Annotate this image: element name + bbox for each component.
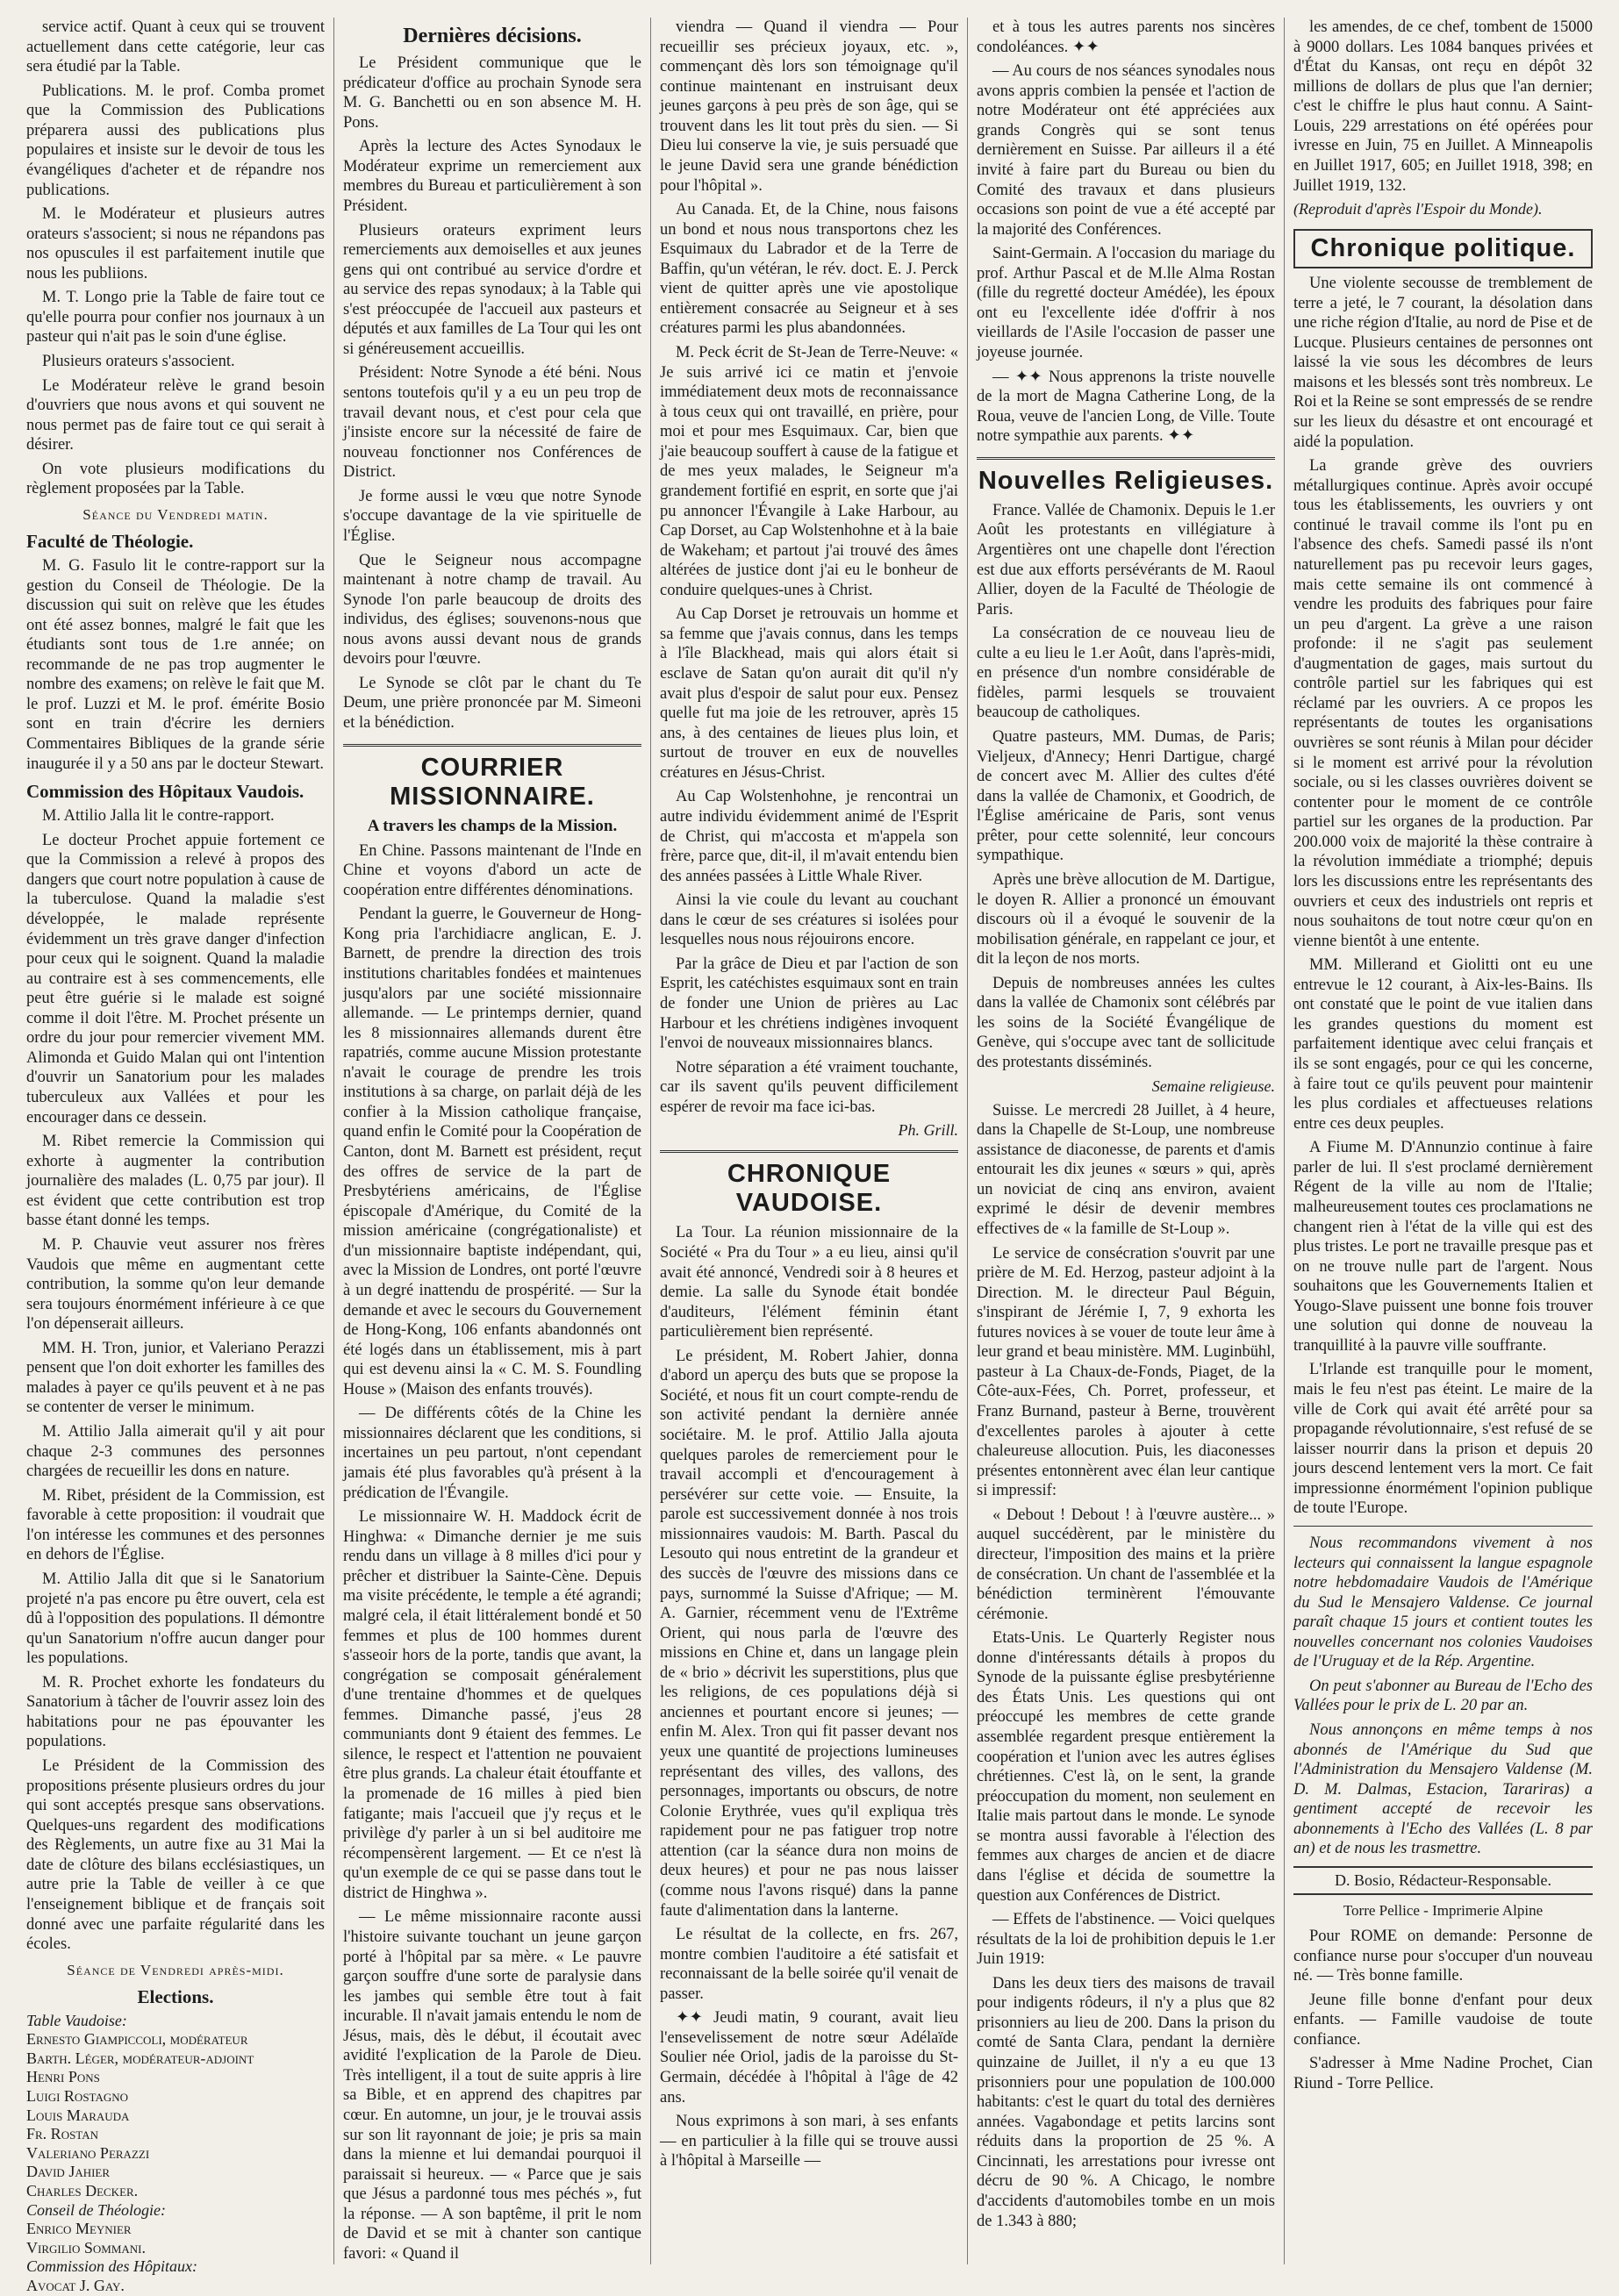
paragraph: « Debout ! Debout ! à l'œuvre austère... » auquel succédèrent, par le ministère du directeur, l'imposition des mains et la prière de consécration. Un chant de l'assemblée et la bénédiction terminèrent l'émouvante cérémonie.: [977, 1506, 1275, 1623]
paragraph: Que le Seigneur nous accompagne maintenant à notre champ de travail. Au Synode l'on parle beaucoup de droits des individus, des églises; souvenons-nous que nous avons aussi devant nous de grands devoirs pour l'œuvre.: [343, 551, 641, 669]
paragraph: Depuis de nombreuses années les cultes dans la vallée de Chamonix sont célébrés par les soins de la Société Évangélique de Genève, qui s'occupe avec tant de sollicitude des protestants disséminés.: [977, 974, 1275, 1071]
paragraph: Le missionnaire W. H. Maddock écrit de Hinghwa: « Dimanche dernier je me suis rendu dans un village à 8 milles d'ici pour y prêcher et distribuer la Sainte-Cène. Depuis ma visite précédente, le temple a été agrandi; malgré cela, il était littéralement bondé et 50 femmes et plus de 100 hommes durent s'asseoir hors de la porte, tandis que avant, la congrégation se composait généralement d'une trentaine d'hommes et de quelques femmes. Dimanche passé, j'eus 28 communiants dont 9 étaient des femmes. Le silence, le respect et l'attention ne pouvaient être plus grands. La chaleur était étouffante et la promenade de 16 milles à pied bien fatigante; mais l'accueil que j'y reçus et le privilège d'y parler à un si bel auditoire me récompensèrent largement. — Et ce n'est là qu'un exemple de ce qui se passe dans tout le district de Hinghwa ».: [343, 1508, 641, 1902]
paragraph: Nous recommandons vivement à nos lecteurs qui connaissent la langue espagnole notre hebdomadaire Vaudois de l'Amérique du Sud le Mensajero Valdense. Ce journal paraît chaque 15 jours et contient toutes les nouvelles concernant nos colonies Vaudoises de l'Uruguay et de la Rép. Argentine.: [1293, 1534, 1593, 1671]
paragraph: Publications. M. le prof. Comba promet que la Commission des Publications préparera aussi des publications plus populaires et insiste sur le devoir de tous les évangéliques d'acheter et de répandre nos publications.: [26, 82, 325, 199]
list-item: Barth. Léger, modérateur-adjoint: [26, 2049, 254, 2067]
classified-ad: Pour ROME on demande: Personne de confiance nurse pour s'occuper d'un nouveau né. — Très bonne famille.: [1293, 1927, 1593, 1985]
paragraph: M. Ribet remercie la Commission qui exhorte à augmenter la contribution journalière des malades (L. 0,75 par jour). Il est évident que cette contribution est trop basse étant donné les temps.: [26, 1133, 325, 1230]
paragraph: service actif. Quant à ceux qui se trouvent actuellement dans cette catégorie, leur cas sera étudié par la Table.: [26, 18, 325, 76]
paragraph: L'Irlande est tranquille pour le moment, mais le feu n'est pas éteint. Le maire de la ville de Cork qui avait été arrêté pour sa propagande révolutionnaire, s'est refusé de se laisser nourrir dans la prison et depuis 20 jours descend lentement vers la mort. Ce fait impressionne énormément l'opinion publique de toute l'Europe.: [1293, 1361, 1593, 1518]
paragraph: Suisse. Le mercredi 28 Juillet, à 4 heure, dans la Chapelle de St-Loup, une nombreuse assistance de diaconesse, de parents et d'amis entourait les dix jeunes « sœurs » qui, après un noviciat de cinq ans environ, avaient exprimé le désir de devenir membres effectives de « la famille de St-Loup ».: [977, 1101, 1275, 1238]
paragraph: Le Président communique que le prédicateur d'office au prochain Synode sera M. G. Banchetti ou en son absence M. H. Pons.: [343, 54, 641, 132]
paragraph: Plusieurs orateurs s'associent.: [42, 353, 235, 370]
paragraph: ✦✦ Jeudi matin, 9 courant, avait lieu l'ensevelissement de notre sœur Adélaïde Soulier née Oriol, jadis de la paroisse du St-Germain, décédée à l'hôpital à l'âge de 42 ans.: [660, 2009, 958, 2106]
paragraph: M. T. Longo prie la Table de faire tout ce qu'elle pourra pour confier nos journaux à un pasteur qui n'ait pas le soin d'une église.: [26, 289, 325, 347]
paragraph: Au Cap Dorset je retrouvais un homme et sa femme que j'avais connus, dans les temps à l'île Blackhead, mais qui alors était si esclave de Satan qu'on aurait dit qu'il n'y avait plus d'espoir de salut pour eux. Pensez quelle fut ma joie de les retrouver, après 15 ans, à des centaines de lieues plus loin, et surtout de trouver en eux de nouvelles créatures en Jésus-Christ.: [660, 605, 958, 782]
column-3: [651, 18, 968, 2264]
paragraph: La consécration de ce nouveau lieu de culte a eu lieu le 1.er Août, dans l'après-midi, en présence d'un nombre considérable de fidèles, parmi lesquels se trouvaient beaucoup de catholiques.: [977, 625, 1275, 722]
paragraph: — Effets de l'abstinence. — Voici quelques résultats de la loi de prohibition depuis le 1.er Juin 1919:: [977, 1911, 1275, 1969]
paragraph: M. Attilio Jalla lit le contre-rapport.: [42, 807, 275, 826]
divider: [1293, 1526, 1593, 1527]
signature: Semaine religieuse.: [1151, 1076, 1275, 1095]
paragraph: France. Vallée de Chamonix. Depuis le 1.er Août les protestants en villégiature à Argentières ont une chapelle dont l'érection est due aux efforts persévérants de M. Raoul Allier, doyen de la Faculté de Théologie de Paris.: [977, 501, 1275, 619]
editor-line: D. Bosio, Rédacteur-Responsable.: [1293, 1866, 1593, 1895]
col1-intro: [26, 18, 325, 499]
paragraph: A Fiume M. D'Annunzio continue à faire parler de lui. Il s'est proclamé dernièrement Régent de la ville au nom de l'Italie; malheureusement toutes ces proclamations ne changent rien à l'état de la ville qui est des plus tristes. Le port ne travaille presque pas et on ne trouve nulle part de l'argent. Nous souhaitons que les Gouvernements Italien et Yougo-Slave puissent une bonne fois trouver une solution qui donne de nouveau la tranquillité à la pauvre ville souffrante.: [1293, 1139, 1593, 1355]
paragraph: Le président, M. Robert Jahier, donna d'abord un aperçu des buts que se propose la Société, et nous fit un court compte-rendu de son activité pendant la dernière année sociétaire. M. le prof. Attilio Jalla ajouta quelques paroles de remerciement pour le travail accompli et d'encouragement à persévérer sur cette voie. — Ensuite, la parole est successivement donnée à nos trois missionnaires vaudois: M. Barth. Pascal du Lesouto qui nous entretint de la grandeur et des succès de l'œuvre des missions dans ce pays, surnommé la Suisse d'Afrique; — M. A. Garnier, récemment venu de l'Extrême Orient, qui nous parla de l'œuvre des missions en Chine et, dans un langage plein de « brio » décrivit les superstitions, plus que les religions, de ces populations déjà si anciennes et pourtant encore si jeunes; — enfin M. Alex. Tron qui fit passer devant nos yeux une quantité de projections lumineuses représentant des villes, des vallons, des personnages, importants ou obscurs, de notre Colonie Erythrée, vues qu'il expliqua très rapidement pour ne pas fatiguer trop notre attention (car la séance dura non moins de deux heures) et pour ne pas nous laisser (comme nous l'avons risqué) dans la panne faute d'alimentation dans la lanterne.: [660, 1347, 958, 1920]
list-item: Valeriano Perazzi: [26, 2143, 150, 2162]
column-4: [968, 18, 1285, 2264]
list-item: Enrico Meynier: [26, 2220, 132, 2238]
paragraph: les amendes, de ce chef, tombent de 15000 à 9000 dollars. Les 1084 banques privées et d'État du Kansas, ont reçu en dépôt 32 millions de dollars de plus que l'an dernier; c'est le chiffre le plus haut connu. A Saint-Louis, 229 arrestations on été opérées pour ivresse en Juin, 75 en Juillet. A Minneapolis en Juillet 1917, 605; en Juillet 1918, 398; en Juillet 1919, 132.: [1293, 18, 1593, 195]
session-heading: Séance de Vendredi après-midi.: [67, 1961, 284, 1978]
paragraph: M. Attilio Jalla dit que si le Sanatorium projeté n'a pas encore pu être ouvert, cela est dû à l'opposition des populations. Il démontre qu'un Sanatorium n'offre aucun danger pour les populations.: [26, 1570, 325, 1668]
paragraph: Pendant la guerre, le Gouverneur de Hong-Kong pria l'archidiacre anglican, E. J. Barnett, de prendre la direction des trois institutions charitables fondées et maintenues jusqu'alors par une société missionnaire allemande. — Le printemps dernier, quand les 8 missionnaires allemands durent être rapatriés, comme aucune Mission protestante n'avait le courage de prendre les trois institutions à sa charge, on parlait déjà de les confier à la Mission catholique française, quand enfin le Comité pour la Coopération de Canton, dont M. Barnett est président, reçut des offres de service de la part de Presbytériens américains, de l'Église épiscopale d'Amérique, du Comité de la mission américaine (congrégationaliste) et d'un missionnaire baptiste indépendant, qui, avec la Mission de Londres, ont porté l'œuvre à un degré inattendu de prospérité. — Sur la demande et avec le secours du Gouvernement de Hong-Kong, 106 enfants abandonnés ont été logés dans un établissement, mis à part qui est devenu ainsi la « C. M. S. Foundling House » (Maison des enfants trouvés).: [343, 905, 641, 1398]
paragraph: M. Peck écrit de St-Jean de Terre-Neuve: « Je suis arrivé ici ce matin et j'envoie immédiatement deux mots de reconnaissance à tous ceux qui ont travaillé, en prière, pour moi et pour mes Esquimaux. Car, bien que j'aie beaucoup souffert à cause de la fatigue et de mes yeux malades, le Seigneur m'a grandement fortifié en esprit, en sorte que j'ai pu annoncer l'Évangile à Lake Harbour, au Cap Dorset, au Cap Wolstenhohne et à la baie de Wakeham; et partout j'ai trouvé des âmes altérées de justice dont j'ai eu le bonheur de conduire quelques-unes à Christ.: [660, 344, 958, 599]
paragraph: Plusieurs orateurs expriment leurs remerciements aux demoiselles et aux jeunes gens qui ont contribué au service d'ordre et au service des repas synodaux; à la Table qui s'est préoccupée de l'accueil aux pasteurs et députés et aux familles de La Tour qui les ont si généreusement accueillis.: [343, 221, 641, 358]
paragraph: Saint-Germain. A l'occasion du mariage du prof. Arthur Pascal et de M.lle Alma Rostan (fille du regretté docteur Amédée), les époux ont eu l'excellente idée d'offrir à nos vieillards de l'Asile l'occasion de passer une joyeuse journée.: [977, 245, 1275, 361]
section-heading: Elections.: [137, 1985, 214, 2007]
paragraph: Ainsi la vie coule du levant au couchant dans le cœur de ses créatures si isolées pour lesquelles nous nous réjouirons encore.: [660, 891, 958, 949]
list-item: Henri Pons: [26, 2068, 100, 2086]
paragraph: M. Ribet, président de la Commission, est favorable à cette proposition: il voudrait que l'on intéresse les communes et des personnes en dehors de l'Église.: [26, 1486, 325, 1564]
paragraph: Après une brève allocution de M. Dartigue, le doyen R. Allier a prononcé un émouvant discours où il a évoqué le souvenir de la mobilisation générale, en rappelant ce jour, et dit la leçon de nos morts.: [977, 870, 1275, 969]
paragraph: La grande grève des ouvriers métallurgiques continue. Après avoir occupé tous les établissements, les ouvriers y ont continué le travail comme ils l'ont pu en l'absence des chefs. Samedi passé ils n'ont naturellement pas pu recevoir leurs gages, mais cette semaine ils ont commencé à vendre les produits des fabriques pour faire un peu d'argent. La grève a une raison profonde: il ne s'agit pas seulement d'augmentation de gages, mais surtout du contrôle partiel sur les fabriques qui est réclamé par les ouvriers. A ce propos les représentants de toutes les organisations ouvrières se sont réunis à Milan pour décider si le moment est arrivé pour la révolution sociale, ou si les classes ouvrières doivent se contenter pour le moment de ce contrôle partiel sur les organes de la production. Par 200.000 voix de majorité la thèse contraire à la révolution immédiate a triomphé; depuis lors les discussions entre les représentants des ouvriers et ceux des industriels ont repris et nous souhaitons de tout notre cœur qu'on en vienne bientôt à une entente.: [1293, 457, 1593, 950]
session-heading: Séance du Vendredi matin.: [82, 505, 269, 523]
list-item: Fr. Rostan: [26, 2125, 98, 2143]
list-item: Charles Decker.: [26, 2181, 139, 2199]
paragraph: M. R. Prochet exhorte les fondateurs du Sanatorium à tâcher de l'ouvrir assez loin des habitations pour ne pas épouvanter les populations.: [26, 1673, 325, 1751]
paragraph: Etats-Unis. Le Quarterly Register nous donne d'intéressants détails à propos du Synode de la puissante église presbytérienne des États Unis. Les questions qui ont préoccupé les membres de cette grande assemblée regardent presque entièrement la coopération et l'union avec les autres églises chrétiennes. C'est là, on le sent, la grande préoccupation du moment, non seulement en Italie mais partout dans le monde. Le synode se montra aussi favorable à l'élection des femmes aux charges de ancien et de diacre dans l'église et décida de soumettre la question aux Conférences de District.: [977, 1629, 1275, 1905]
courrier-title: COURRIER MISSIONNAIRE.: [343, 744, 641, 812]
paragraph: Une violente secousse de tremblement de terre a jeté, le 7 courant, la désolation dans une riche région d'Italie, au nord de Pise et de Lucque. Plusieurs centaines de personnes ont laissé la vie sous les décombres de leurs maisons et les blessés sont très nombreux. Le Roi et la Reine se sont empressés de se rendre sur les lieux du désastre et ont encouragé et aidé la population.: [1293, 275, 1593, 451]
paragraph: Le résultat de la collecte, en frs. 267, montre combien l'auditoire a été satisfait et reconnaissant de la belle soirée qu'il venait de passer.: [660, 1926, 958, 2003]
paragraph: Le Président de la Commission des propositions présente plusieurs ordres du jour qui sont acceptés presque sans observations. Quelques-uns regardent des modifications des Règlements, un autre fixe au 31 Mai la date de clôture des bilans ecclésiastiques, un autre prie la Table de veiller à ce que l'enseignement biblique et de français soit donné avec une parfaite régularité dans les écoles.: [26, 1757, 325, 1954]
paragraph: M. Attilio Jalla aimerait qu'il y ait pour chaque 2-3 communes des personnes chargées de recueillir les dons en nature.: [26, 1423, 325, 1481]
paragraph: Notre séparation a été vraiment touchante, car ils savent qu'ils peuvent difficilement espérer de revoir ma face ici-bas.: [660, 1058, 958, 1116]
paragraph: viendra — Quand il viendra — Pour recueillir ses précieux joyaux, etc. », commençant dès lors son témoignage qu'il continue maintenant en instruisant deux jeunes garçons à peu près de son âge, qui se trouvent dans les lit tout près du sien. — Si Dieu lui conserve la vie, je suis persuadé que le jeune David sera une grande bénédiction pour l'hôpital ».: [660, 18, 958, 195]
column-2: [334, 18, 651, 2264]
list-label: Commission des Hôpitaux:: [26, 2257, 197, 2276]
signature: Ph. Grill.: [898, 1121, 958, 1140]
notice-box: [1293, 1534, 1593, 1859]
paragraph: Le Synode se clôt par le chant du Te Deum, une prière prononcée par M. Simeoni et la bénédiction.: [343, 674, 641, 732]
paragraph: MM. H. Tron, junior, et Valeriano Perazzi pensent que l'on doit exhorter les familles des malades à payer ce qu'ils peuvent et à ne pas se contenter de verser le minimum.: [26, 1339, 325, 1417]
politique-title: Chronique politique.: [1293, 229, 1593, 268]
paragraph: et à tous les autres parents nos sincères condoléances. ✦✦: [977, 18, 1275, 56]
courrier-subtitle: A travers les champs de la Mission.: [367, 816, 618, 835]
list-item: David Jahier: [26, 2163, 111, 2181]
paragraph: Après la lecture des Actes Synodaux le Modérateur exprime un remerciement aux membres du Bureau et particulièrement à son Président.: [343, 138, 641, 215]
paragraph: — De différents côtés de la Chine les missionnaires déclarent que les conditions, si incertaines un peu partout, n'ont cependant jamais été plus favorables qu'à présent à la prédication de l'Évangile.: [343, 1405, 641, 1502]
paragraph: Je forme aussi le vœu que notre Synode s'occupe davantage de la vie spirituelle de l'Église.: [343, 487, 641, 545]
paragraph: — Le même missionnaire raconte aussi l'histoire suivante touchant un jeune garçon porté à l'hôpital par sa mère. « Le pauvre garçon souffre d'une sorte de paralysie dans les jambes qui semble être tout à fait incurable. Il n'avait jamais entendu le nom de Jésus, mais, dès le début, il écoutait avec avidité l'explication de la Parole de Dieu. Très intelligent, il a tout de suite appris à lire sa Bible, et en apprend des chapitres par cœur. En automne, un jour, je le trouvai assis sur son lit rayonnant de joie; je pris sa main dans la mienne et lui demandai pourquoi il paraissait si heureux. — « Parce que je sais que Jésus a pardonné tous mes péchés », fut la réponse. — A son baptême, il prit le nom de David et se mit à chanter son cantique favori: « Quand il: [343, 1908, 641, 2263]
classified-ad: S'adresser à Mme Nadine Prochet, Cian Riund - Torre Pellice.: [1293, 2055, 1593, 2092]
paragraph: En Chine. Passons maintenant de l'Inde en Chine et voyons d'abord un acte de coopération entre différentes dénominations.: [343, 841, 641, 899]
source-credit: (Reproduit d'après l'Espoir du Monde).: [1293, 200, 1543, 218]
classified-ad: Jeune fille bonne d'enfant pour deux enfants. — Famille vaudoise de toute confiance.: [1293, 1991, 1593, 2049]
chronique-title: CHRONIQUE VAUDOISE.: [660, 1150, 958, 1218]
printer-line: Torre Pellice - Imprimerie Alpine: [1343, 1901, 1544, 1919]
paragraph: MM. Millerand et Giolitti ont eu une entrevue le 12 courant, à Aix-les-Bains. Ils ont constaté que le point de vue italien dans les grandes questions du moment est parfaitement identique avec celui français et ils se sont engagés, pour ce qui les concerne, à faire tout ce qu'ils peuvent pour maintenir les plus cordiales et affectueuses relations entre ces deux peuples.: [1293, 956, 1593, 1133]
paragraph: Le service de consécration s'ouvrit par une prière de M. Ed. Herzog, pasteur adjoint à la Direction. M. le directeur Paul Béguin, s'inspirant de Jérémie I, 7, 9 exhorta les futures novices à se vouer de toute leur âme à leur grand et beau ministère. MM. Luginbühl, pasteur à La Chaux-de-Fonds, Piaget, de la Côte-aux-Fées, Ch. Porret, professeur, et Franz Burnand, pasteur à Berne, trouvèrent d'excellentes paroles à ajouter à cette chaleureuse allocution. Puis, les diaconesses présentes entonnèrent avec élan leur cantique si impressif:: [977, 1244, 1275, 1500]
paragraph: Dans les deux tiers des maisons de travail pour indigents rôdeurs, il n'y a plus que 82 prisonniers au lieu de 200. Dans la prison du comté de Santa Clara, pendant la dernière quinzaine de Juillet, il n'y a eu que 13 prisonniers pour une population de 100.000 habitants: c'est le quart du total des dernières années. Vagabondage et petits larcins sont réduits dans la proportion de 25 %. A Cincinnati, les arrestations pour ivresse ont décru de 90 %. A Chicago, le nombre d'accidents d'automobiles tombe en un mois de 1.343 à 880;: [977, 1974, 1275, 2230]
paragraph: Quatre pasteurs, MM. Dumas, de Paris; Vieljeux, d'Annecy; Henri Dartigue, chargé de concert avec M. Allier des cultes d'été dans la vallée de Chamonix, et Goodrich, de l'Église américaine de Paris, sont venus prêter, pour cette solennité, leur concours sympathique.: [977, 728, 1275, 865]
list-item: Ernesto Giampiccoli, modérateur: [26, 2030, 248, 2049]
paragraph: Le Modérateur relève le grand besoin d'ouvriers que nous avons et qui souvent ne nous permet pas de faire tout ce qui serait à désirer.: [26, 376, 325, 454]
column-1: [18, 18, 334, 2294]
nouvelles-title: Nouvelles Religieuses.: [977, 457, 1275, 496]
paragraph: Le docteur Prochet appuie fortement ce que la Commission a relevé à propos des dangers que court notre population à cause de la tuberculose. Quand la maladie s'est développée, le malade représente évidemment un très grave danger d'infection pour ceux qui le soignent. Quand la maladie au contraire est à ses commencements, elle peut être guérie si le malade est soigné comme il doit l'être. M. Prochet présente un ordre du jour pour remercier vivement MM. Alimonda et Guido Malan qui ont l'intention d'ouvrir un Sanatorium pour les malades tuberculeux aux Vallées et pour les encourager dans ce dessein.: [26, 831, 325, 1127]
paragraph: — ✦✦ Nous apprenons la triste nouvelle de la mort de Magna Catherine Long, de la Roua, veuve de l'ancien Long, de Ville. Toute notre sympathie aux parents. ✦✦: [977, 368, 1275, 446]
paragraph: Par la grâce de Dieu et par l'action de son Esprit, les catéchistes esquimaux sont en train de fonder une Union de prières au Lac Harbour et les chrétiens indigènes invoquent l'envoi de nouveaux missionnaires blancs.: [660, 955, 958, 1053]
paragraph: On peut s'abonner au Bureau de l'Echo des Vallées pour le prix de L. 20 par an.: [1293, 1677, 1593, 1715]
section-heading: Dernières décisions.: [403, 25, 582, 47]
paragraph: Nous exprimons à son mari, à ses enfants — en particulier à la fille qui se trouve aussi à l'hôpital à Marseille —: [660, 2113, 958, 2171]
paragraph: Président: Notre Synode a été béni. Nous sentons toutefois qu'il y a eu un peu trop de travail devant nous, et c'est pour cela que j'insiste encore sur la nécessité de faire de nouveau fonctionner nos Conférences de District.: [343, 364, 641, 482]
paragraph: On vote plusieurs modifications du règlement proposées par la Table.: [26, 460, 325, 498]
paragraph: La Tour. La réunion missionnaire de la Société « Pra du Tour » a eu lieu, ainsi qu'il avait été annoncé, Vendredi soir à 8 heures et demie. La salle du Synode était bondée d'auditeurs, l'élément féminin étant particulièrement bien représenté.: [660, 1224, 958, 1341]
paragraph: M. le Modérateur et plusieurs autres orateurs s'associent; si nous ne répandons pas nos opuscules il est parfaitement inutile que nous les publiions.: [26, 205, 325, 283]
paragraph: Au Canada. Et, de la Chine, nous faisons un bond et nous nous transportons chez les Esquimaux du Labrador et de la Terre de Baffin, qu'un vétéran, le rév. doct. E. J. Perck vient de quitter après une vie apostolique entièrement consacrée au Seigneur et à ses créatures parmi les plus abandonnées.: [660, 201, 958, 338]
paragraph: M. G. Fasulo lit le contre-rapport sur la gestion du Conseil de Théologie. De la discussion qui suit on relève que les études ont été assez bonnes, malgré le fait que les étudiants sont tous de 1.re année; on recommande de ne pas trop augmenter le nombre des examens; on relève le fait que M. le prof. Luzzi et M. le prof. émérite Bosio sont en train d'écrire les derniers Commentaires Bibliques de la grande série inaugurée il y a 50 ans par le docteur Stewart.: [26, 556, 325, 773]
list-item: Virgilio Sommani.: [26, 2238, 146, 2257]
section-heading: Commission des Hôpitaux Vaudois.: [26, 781, 304, 803]
column-5: [1285, 18, 1601, 2264]
list-label: Conseil de Théologie:: [26, 2200, 166, 2219]
list-item: Louis Marauda: [26, 2106, 130, 2124]
list-label: Table Vaudoise:: [26, 2011, 127, 2029]
election-list: [26, 2012, 325, 2296]
paragraph: Nous annonçons en même temps à nos abonnés de l'Amérique du Sud que l'Administration du Mensajero Valdense (M. D. M. Dalmas, Estacion, Tarariras) a gentiment accepté de recevoir les abonnements à l'Echo des Vallées (L. 8 par an) et de nous les trasmettre.: [1293, 1721, 1593, 1858]
paragraph: — Au cours de nos séances synodales nous avons appris combien la pensée et l'action de notre Modérateur ont été appréciées aux grands Congrès qui se sont tenus dernièrement en Suisse. Par ailleurs il a été invité à faire part du Bureau ou bien du Comité des travaux et dans plusieurs occasions son point de vue a été accepté par la majorité des Conférences.: [977, 62, 1275, 239]
paragraph: Au Cap Wolstenhohne, je rencontrai un autre individu évidemment animé de l'Esprit de Christ, qui m'accosta et m'appela son frère, parce que, dit-il, il m'avait entendu bien des années passées à Little Whale River.: [660, 788, 958, 885]
list-item: Luigi Rostagno: [26, 2087, 129, 2105]
list-item: Avocat J. Gay.: [26, 2276, 125, 2294]
section-heading: Faculté de Théologie.: [26, 530, 194, 552]
paragraph: M. P. Chauvie veut assurer nos frères Vaudois que même en augmentant cette contribution, la somme qu'on leur demande sera toujours énormément inférieure à ce que l'on dépenserait ailleurs.: [26, 1235, 325, 1334]
